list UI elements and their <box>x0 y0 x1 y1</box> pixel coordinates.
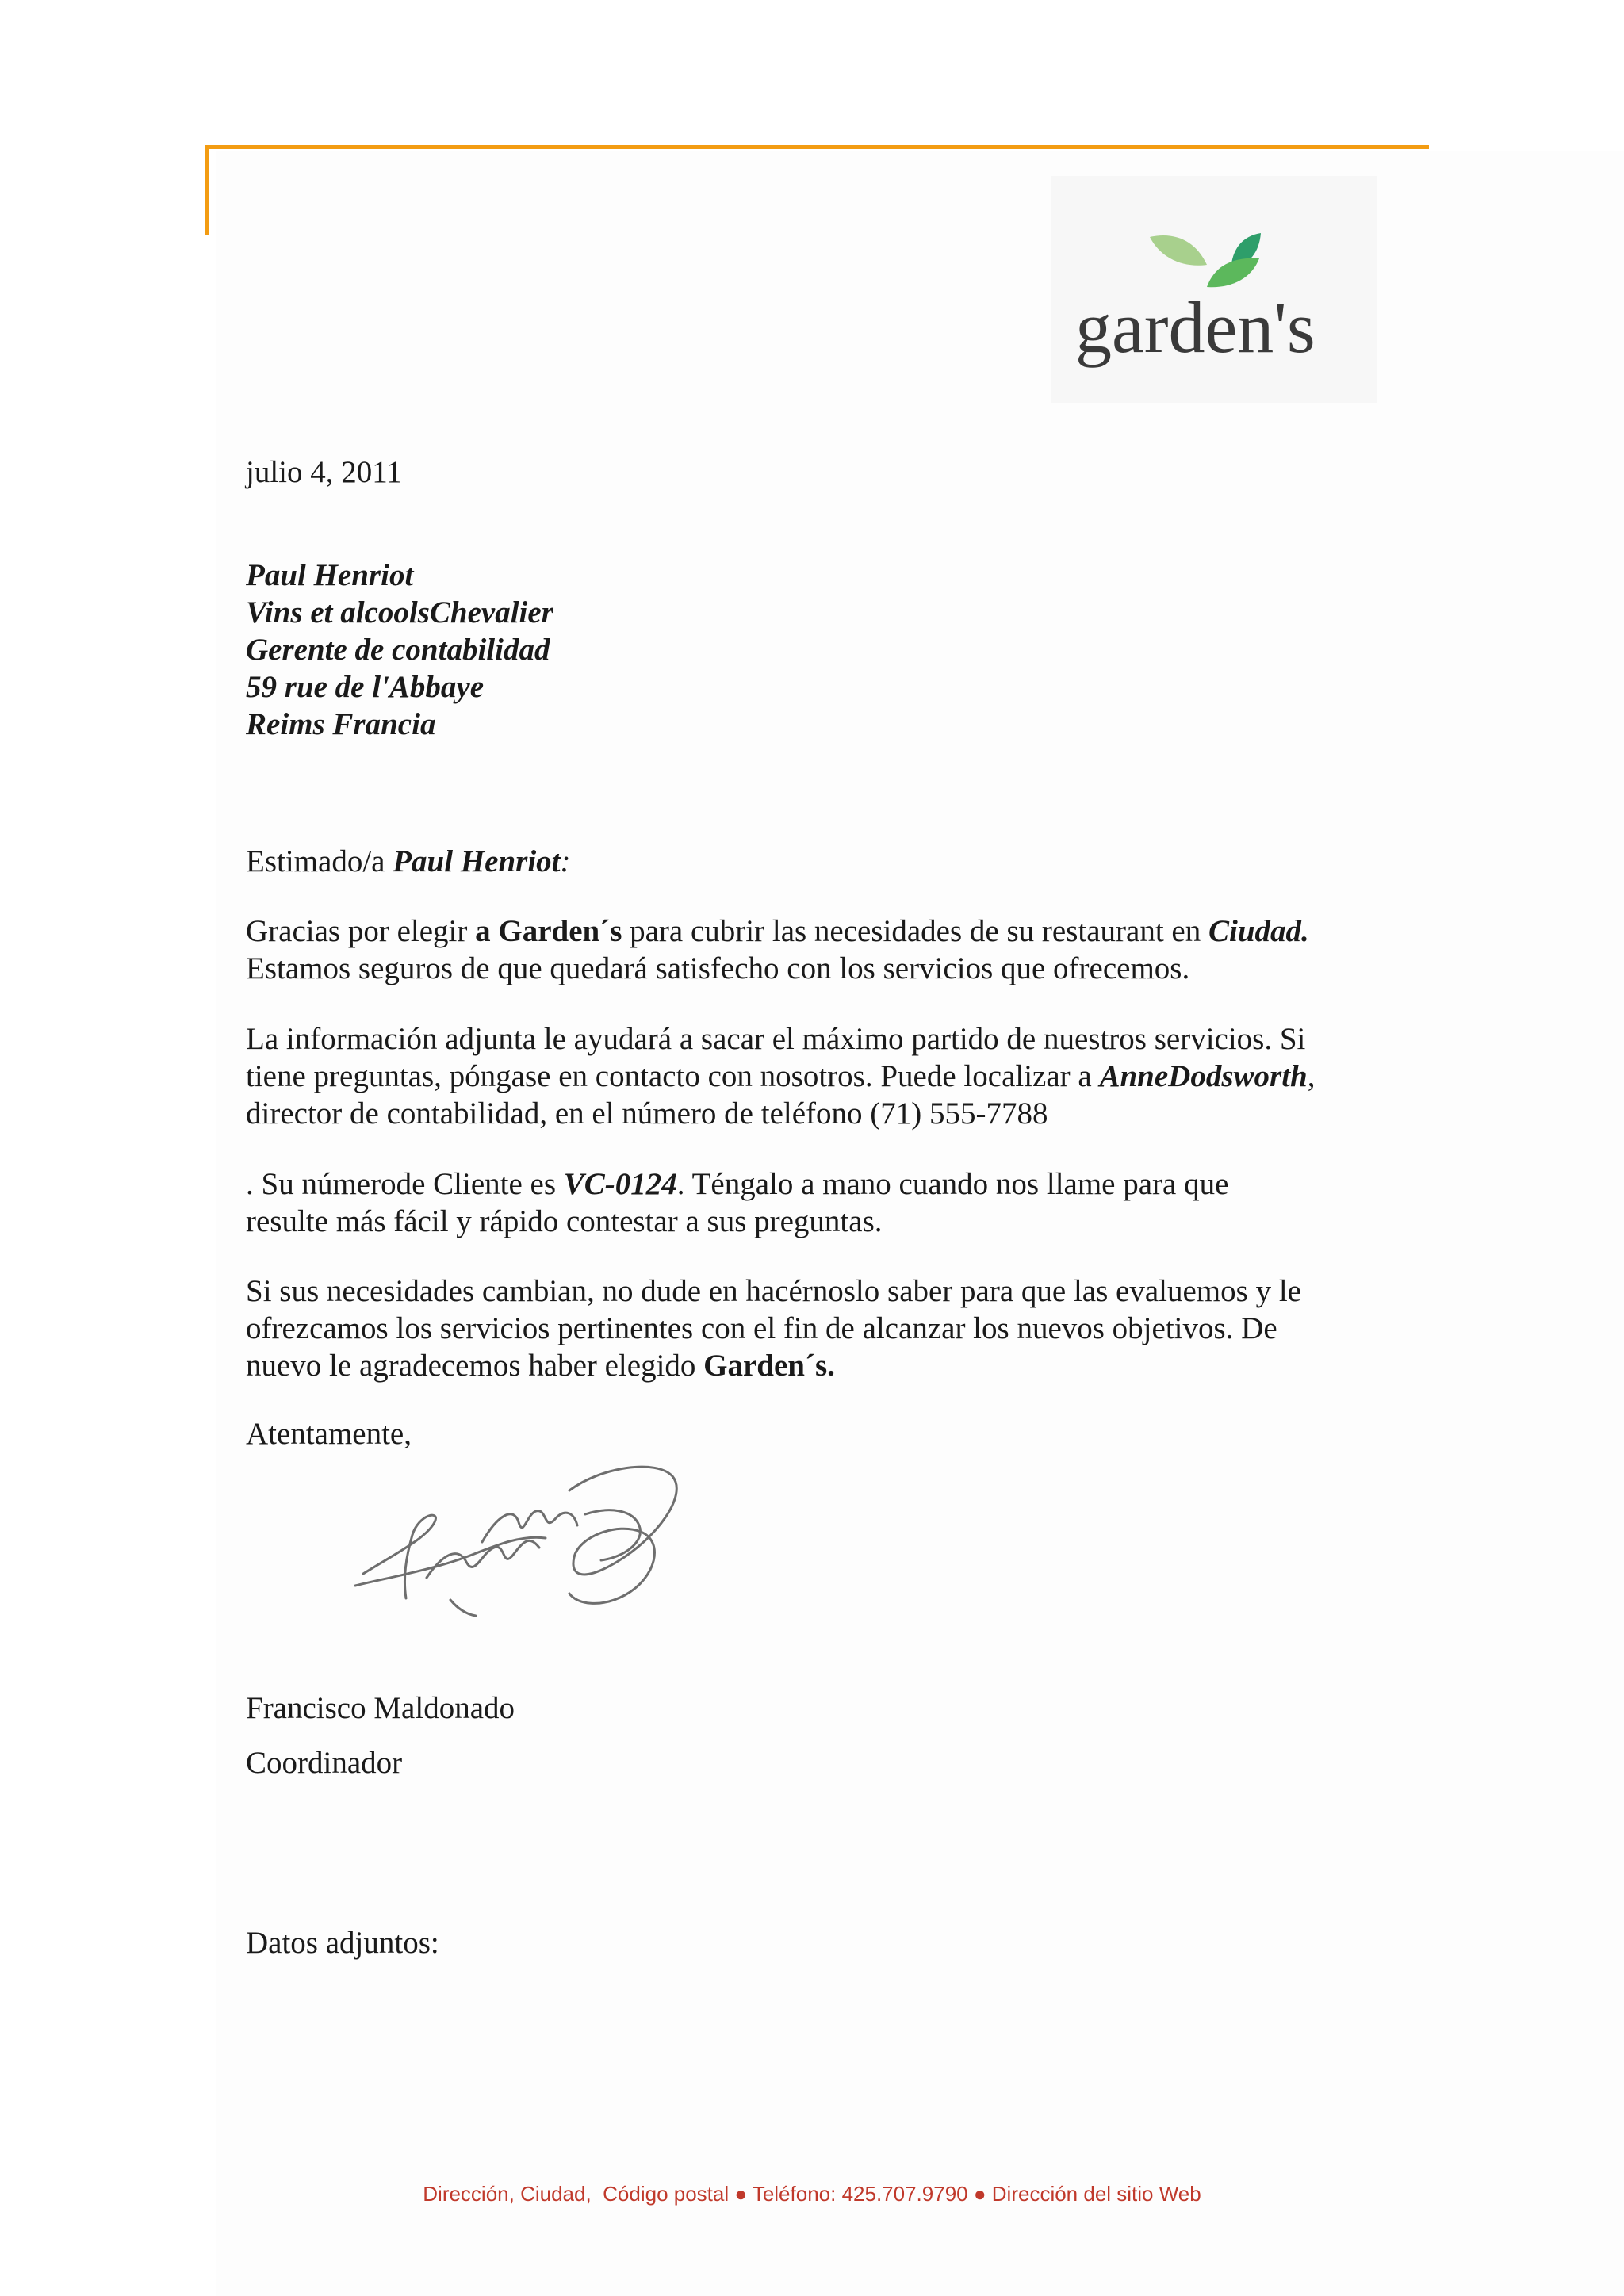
header-frame-left-rule <box>205 145 209 235</box>
salutation-name: Paul Henriot <box>393 844 561 878</box>
recipient-company: Vins et alcoolsChevalier <box>246 595 553 629</box>
paragraph-1-line-1: Gracias por elegir a Garden´s para cubrir las necesidades de su restaurant en Ciudad. <box>246 914 1309 948</box>
paragraph-2-line-3: director de contabilidad, en el número de teléfono (71) 555-7788 <box>246 1096 1048 1131</box>
leaf-light-icon <box>1150 235 1207 266</box>
signer-role: Coordinador <box>246 1746 403 1780</box>
header-frame-top-rule <box>205 145 1429 149</box>
salutation: Estimado/a Paul Henriot: <box>246 844 571 878</box>
client-number: VC-0124 <box>563 1167 677 1201</box>
attachments-label: Datos adjuntos: <box>246 1926 439 1960</box>
recipient-title: Gerente de contabilidad <box>246 633 550 667</box>
letter-date: julio 4, 2011 <box>246 455 402 489</box>
recipient-name: Paul Henriot <box>246 558 414 592</box>
paragraph-4-line-2: ofrezcamos los servicios pertinentes con el fin de alcanzar los nuevos objetivos. De <box>246 1311 1277 1345</box>
paragraph-3-line-2: resulte más fácil y rápido contestar a sus preguntas. <box>246 1204 883 1238</box>
signature-image <box>339 1459 728 1641</box>
paragraph-2-line-2: tiene preguntas, póngase en contacto con nosotros. Puede localizar a AnneDodsworth, <box>246 1059 1316 1093</box>
paragraph-1-line-2: Estamos seguros de que quedará satisfecho con los servicios que ofrecemos. <box>246 951 1190 985</box>
paragraph-4-line-3: nuevo le agradecemos haber elegido Garden´s. <box>246 1349 835 1383</box>
recipient-city: Reims Francia <box>246 707 436 741</box>
recipient-street: 59 rue de l'Abbaye <box>246 670 485 704</box>
leaf-green-icon <box>1207 258 1259 287</box>
gardens-logo <box>1051 176 1377 403</box>
footer-contact-line: Dirección, Ciudad, Código postal ● Teléfono: 425.707.9790 ● Dirección del sitio Web <box>423 2182 1201 2206</box>
closing: Atentamente, <box>246 1417 412 1451</box>
signer-name: Francisco Maldonado <box>246 1691 515 1725</box>
logo-wordmark: garden's <box>1075 287 1316 368</box>
contact-name: AnneDodsworth <box>1099 1059 1308 1093</box>
paragraph-4-line-1: Si sus necesidades cambian, no dude en hacérnoslo saber para que las evaluemos y le <box>246 1274 1301 1308</box>
paragraph-3-line-1: . Su númerode Cliente es VC-0124. Téngalo a mano cuando nos llame para que <box>246 1167 1229 1201</box>
paragraph-2-line-1: La información adjunta le ayudará a sacar el máximo partido de nuestros servicios. Si <box>246 1022 1306 1056</box>
